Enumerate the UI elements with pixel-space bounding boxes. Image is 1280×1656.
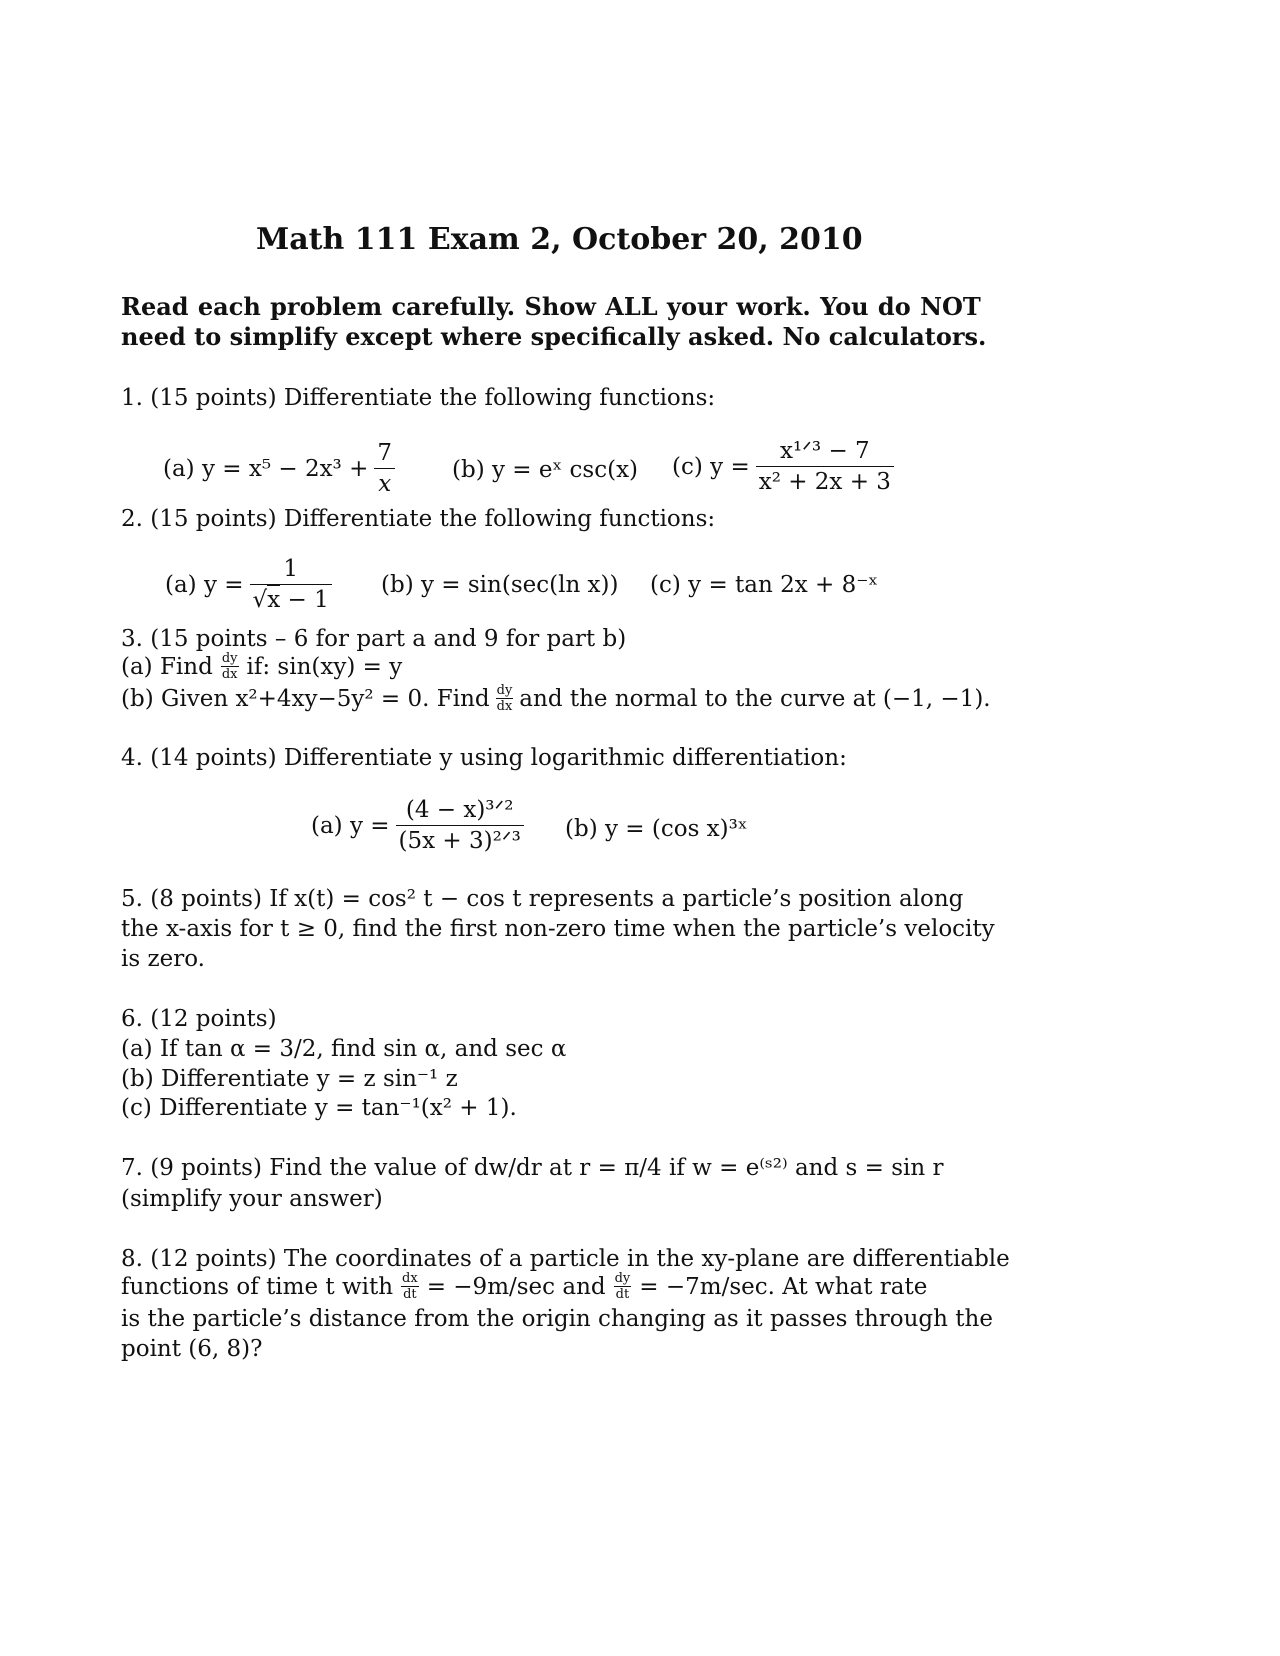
problem-5-line-1: 5. (8 points) If x(t) = cos² t − cos t represents a particle’s position along (121, 886, 964, 912)
problem-8-dxdt-den: dt (403, 1287, 417, 1302)
problem-3a (121, 652, 402, 681)
problem-8-dxdt-num: dx (402, 1271, 418, 1286)
problem-8-line-1: 8. (12 points) The coordinates of a particle in the xy-plane are differentiable (121, 1246, 1010, 1272)
problem-2a (165, 556, 332, 613)
problem-8-line-2-suffix: = −7m/sec. At what rate (639, 1273, 928, 1300)
sqrt-radicand: x (267, 587, 281, 613)
problem-4a (311, 797, 524, 854)
problem-2a-num: 1 (250, 556, 332, 585)
problem-8-line-3: is the particle’s distance from the origin changing as it passes through the (121, 1306, 993, 1332)
problem-2a-fraction (250, 556, 332, 613)
problem-4a-prefix: (a) y = (311, 812, 390, 839)
problem-3b-dydx-num: dy (496, 683, 513, 698)
problem-1a-num: 7 (374, 440, 395, 469)
problem-6-heading: 6. (12 points) (121, 1006, 277, 1032)
problem-2-heading: 2. (15 points) Differentiate the following functions: (121, 506, 716, 532)
problem-1c-den: x² + 2x + 3 (758, 469, 891, 495)
problem-3a-suffix: if: sin(xy) = y (246, 653, 403, 680)
exam-title: Math 111 Exam 2, October 20, 2010 (256, 222, 863, 257)
problem-3a-prefix: (a) Find (121, 653, 213, 680)
problem-3b-suffix: and the normal to the curve at (−1, −1). (519, 685, 991, 712)
problem-8-dydt-num: dy (614, 1271, 631, 1286)
problem-1b: (b) y = eˣ csc(x) (452, 457, 639, 483)
problem-1c-fraction (756, 438, 894, 495)
problem-2a-den-rest: − 1 (280, 587, 329, 613)
problem-4b: (b) y = (cos x)³ˣ (565, 816, 748, 842)
problem-6a: (a) If tan α = 3/2, find sin α, and sec α (121, 1036, 567, 1062)
problem-4a-den: (5x + 3)²ᐟ³ (398, 828, 521, 854)
problem-2b: (b) y = sin(sec(ln x)) (381, 572, 619, 598)
problem-6c: (c) Differentiate y = tan⁻¹(x² + 1). (121, 1095, 517, 1121)
problem-8-line-2 (121, 1272, 927, 1301)
problem-3-heading: 3. (15 points – 6 for part a and 9 for part b) (121, 626, 627, 652)
problem-7-line-2: (simplify your answer) (121, 1186, 383, 1212)
problem-8-line-2-prefix: functions of time t with (121, 1273, 394, 1300)
problem-2c: (c) y = tan 2x + 8⁻ˣ (650, 572, 879, 598)
problem-3a-dydx-den: dx (221, 667, 238, 682)
problem-1c-num: x¹ᐟ³ − 7 (756, 438, 894, 467)
problem-1c (672, 438, 894, 495)
problem-3a-dydx (221, 652, 239, 681)
problem-8-line-2-mid: = −9m/sec and (426, 1273, 606, 1300)
problem-2a-prefix: (a) y = (165, 571, 244, 598)
problem-4-heading: 4. (14 points) Differentiate y using logarithmic differentiation: (121, 745, 847, 771)
problem-1a (163, 440, 395, 497)
problem-8-dydt-den: dt (615, 1287, 630, 1302)
problem-4a-fraction (396, 797, 524, 854)
problem-3b-dydx (496, 684, 514, 713)
problem-3b-prefix: (b) Given x²+4xy−5y² = 0. Find (121, 685, 490, 712)
problem-5-line-3: is zero. (121, 946, 205, 972)
problem-3a-dydx-num: dy (221, 651, 238, 666)
problem-1c-prefix: (c) y = (672, 453, 750, 480)
problem-1a-prefix: (a) y = x⁵ − 2x³ + (163, 455, 369, 482)
problem-1-heading: 1. (15 points) Differentiate the following functions: (121, 385, 716, 411)
problem-3b-dydx-den: dx (496, 699, 513, 714)
problem-1a-fraction (374, 440, 395, 497)
problem-1a-den: x (378, 471, 392, 497)
problem-5-line-2: the x-axis for t ≥ 0, find the first non-zero time when the particle’s velocity (121, 916, 995, 942)
instructions-line-1: Read each problem carefully. Show ALL your work. You do NOT (121, 292, 981, 321)
problem-8-line-4: point (6, 8)? (121, 1336, 263, 1362)
problem-8-dydt (614, 1272, 632, 1301)
problem-8-dxdt (401, 1272, 419, 1301)
instructions-line-2: need to simplify except where specifically asked. No calculators. (121, 322, 987, 351)
problem-2a-den (250, 585, 332, 613)
problem-4a-num: (4 − x)³ᐟ² (396, 797, 524, 826)
problem-7-line-1: 7. (9 points) Find the value of dw/dr at r = π/4 if w = e⁽ˢ²⁾ and s = sin r (121, 1155, 944, 1181)
problem-3b (121, 684, 991, 713)
sqrt-symbol: √ (252, 587, 268, 613)
problem-6b: (b) Differentiate y = z sin⁻¹ z (121, 1066, 458, 1092)
